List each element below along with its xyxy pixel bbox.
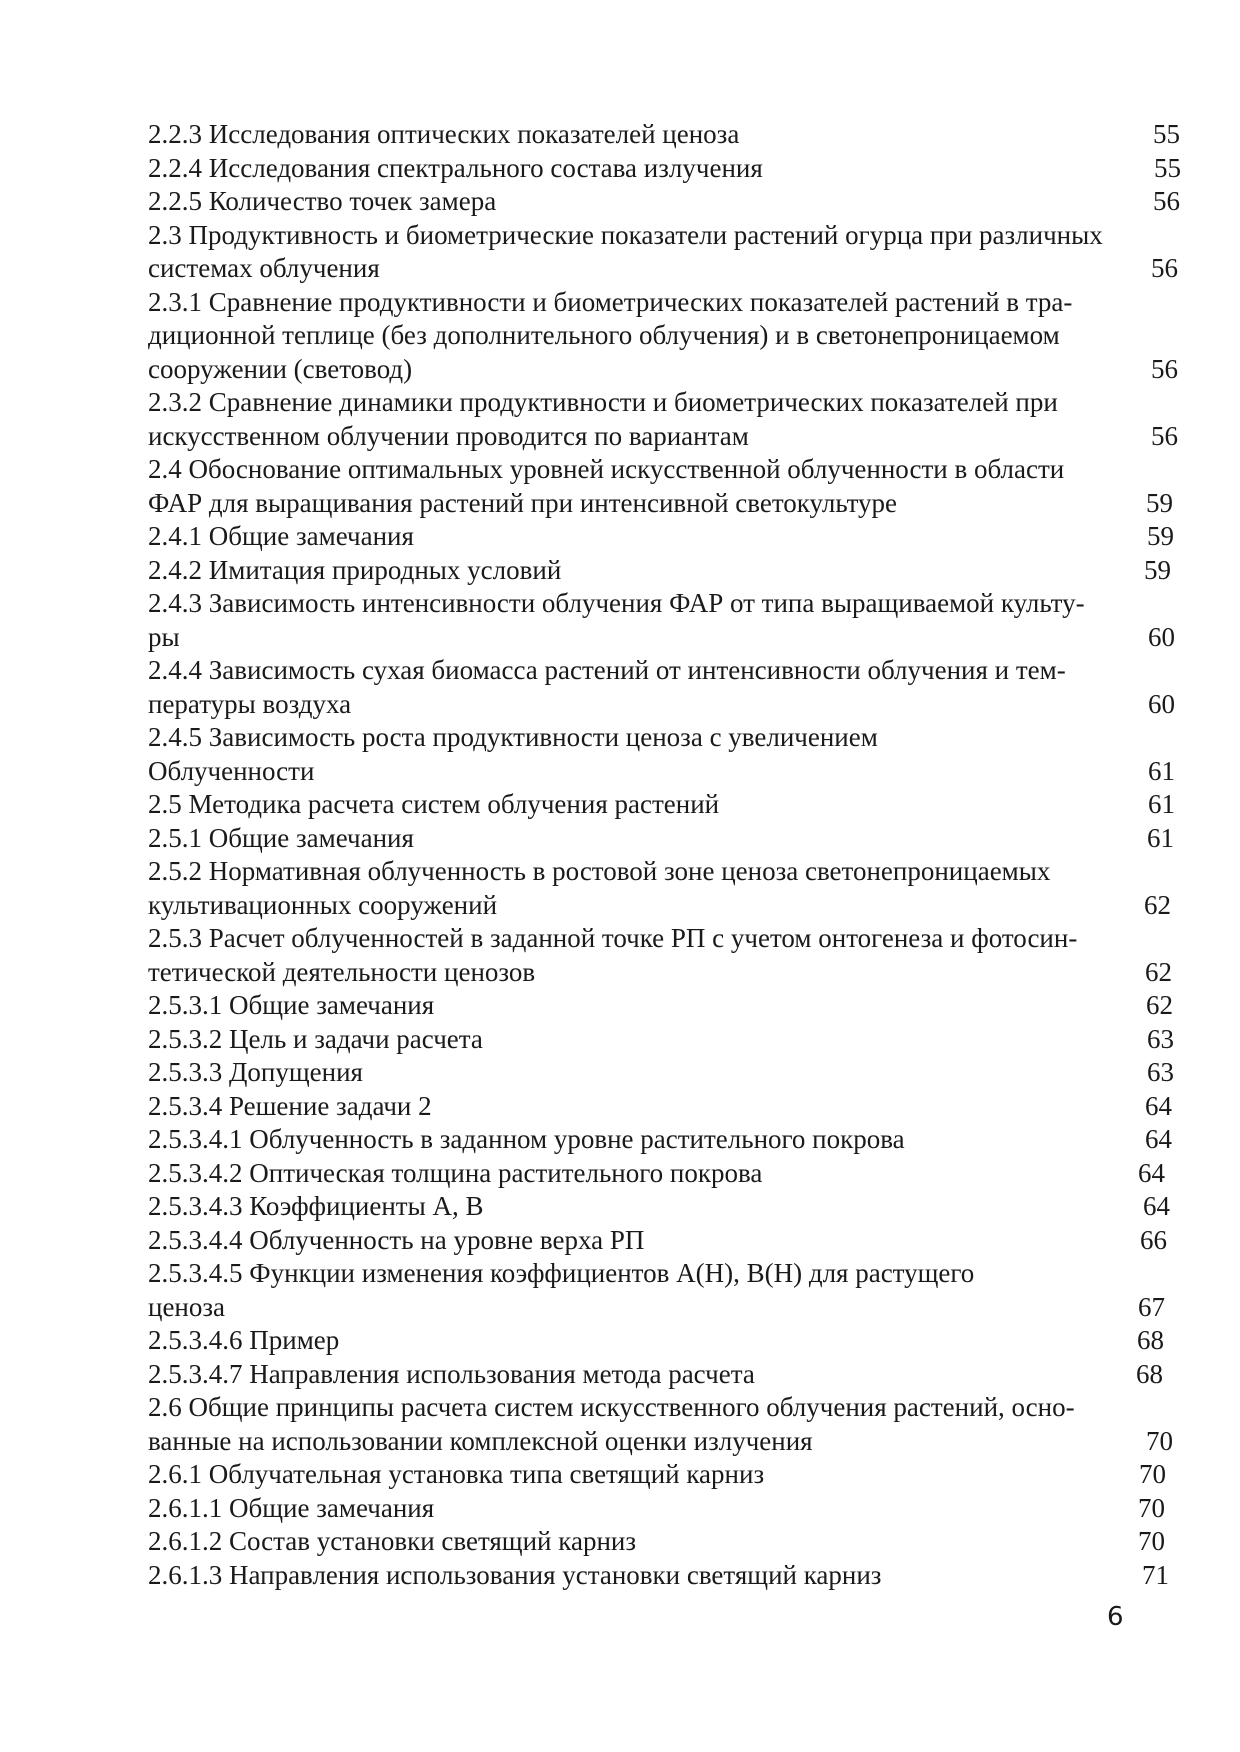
toc-entry-page: 56 — [1151, 420, 1178, 451]
toc-entry-page: 61 — [1147, 822, 1174, 853]
toc-entry-page: 70 — [1146, 1425, 1173, 1456]
toc-entry-page: 61 — [1148, 789, 1175, 819]
toc-entry-page: 59 — [1146, 487, 1173, 518]
toc-entry-title: 2.5.3.4.4 Облученность на уровне верха РП — [148, 1224, 645, 1255]
toc-entry-title: 2.5.3.4.5 Функции изменения коэффициентов А(Н), В(Н) для растущего — [148, 1258, 975, 1288]
toc-entry-line — [148, 1391, 1178, 1425]
toc-entry-line — [148, 989, 1178, 1023]
toc-entry-title: Облученности — [148, 755, 315, 786]
toc-entry-title: 2.6.1.2 Состав установки светящий карниз — [148, 1526, 637, 1556]
toc-entry-page: 64 — [1145, 1124, 1172, 1154]
toc-entry-line — [148, 386, 1178, 420]
toc-entry-line — [148, 1458, 1178, 1492]
toc-entry-line — [148, 1224, 1178, 1258]
toc-entry-title: 2.5.3.1 Общие замечания — [148, 990, 435, 1020]
toc-entry-line — [148, 621, 1178, 655]
toc-entry-line — [148, 1157, 1178, 1191]
toc-entry-page: 64 — [1138, 1157, 1165, 1188]
toc-entry-line — [148, 822, 1178, 856]
toc-entry-title: ценоза — [148, 1291, 226, 1322]
toc-entry-page: 56 — [1151, 253, 1178, 283]
toc-entry-page: 55 — [1154, 152, 1181, 183]
toc-entry-title: пературы воздуха — [148, 688, 352, 719]
toc-entry-line — [148, 1056, 1178, 1090]
toc-entry-line — [148, 1492, 1178, 1526]
toc-entry-page: 62 — [1145, 956, 1172, 987]
toc-entry-line — [148, 453, 1178, 487]
toc-entry-page: 62 — [1144, 889, 1171, 920]
toc-entry-title: 2.5.3.4.3 Коэффициенты А, В — [148, 1191, 484, 1221]
toc-entry-page: 59 — [1144, 554, 1171, 585]
toc-entry-title: 2.2.4 Исследования спектрального состава излучения — [148, 152, 763, 183]
toc-entry-line — [148, 956, 1178, 990]
toc-entry-line — [148, 855, 1178, 889]
toc-entry-title: культивационных сооружений — [148, 889, 498, 920]
toc-entry-title: диционной теплице (без дополнительного облучения) и в светонепроницаемом — [148, 320, 1060, 350]
toc-entry-title: ры — [148, 621, 180, 652]
toc-entry-title: 2.5 Методика расчета систем облучения растений — [148, 789, 720, 819]
page-number: 6 — [1107, 1602, 1124, 1632]
toc-entry-title: искусственном облучении проводится по вариантам — [148, 420, 749, 451]
toc-entry-title: 2.4.2 Имитация природных условий — [148, 554, 562, 585]
toc-entry-title: 2.3.2 Сравнение динамики продуктивности и биометрических показателей при — [148, 387, 1058, 417]
toc-entry-line — [148, 152, 1181, 186]
toc-entry-title: 2.5.3.4.6 Пример — [148, 1325, 340, 1355]
toc-entry-line — [148, 118, 1178, 152]
toc-entry-title: ФАР для выращивания растений при интенсивной светокультуре — [148, 487, 898, 518]
toc-entry-page: 61 — [1148, 755, 1175, 786]
toc-entry-title: сооружении (световод) — [148, 353, 413, 384]
toc-entry-title: 2.4.5 Зависимость роста продуктивности ценоза с увеличением — [148, 722, 878, 752]
toc-entry-title: 2.5.3 Расчет облученностей в заданной точке РП с учетом онтогенеза и фотосин- — [148, 923, 1078, 953]
toc-entry-line — [148, 1425, 1178, 1459]
toc-entry-line — [148, 688, 1178, 722]
toc-entry-page: 63 — [1147, 1057, 1174, 1087]
toc-entry-line — [148, 252, 1178, 286]
toc-entry-line — [148, 1324, 1178, 1358]
toc-entry-title: 2.5.1 Общие замечания — [148, 822, 414, 853]
toc-entry-page: 70 — [1138, 1526, 1165, 1556]
toc-entry-title: 2.5.3.4 Решение задачи 2 — [148, 1090, 432, 1121]
toc-entry-page: 67 — [1138, 1291, 1165, 1322]
toc-entry-line — [148, 922, 1178, 956]
toc-entry-title: 2.5.3.4.1 Облученность в заданном уровне растительного покрова — [148, 1124, 905, 1154]
toc-entry-title: 2.6.1 Облучательная установка типа светящий карниз — [148, 1459, 765, 1489]
toc-entry-page: 71 — [1142, 1559, 1169, 1590]
toc-entry-line — [148, 219, 1178, 253]
toc-entry-title: системах облучения — [148, 253, 380, 283]
toc-entry-line — [148, 1525, 1178, 1559]
toc-entry-title: 2.3 Продуктивность и биометрические показатели растений огурца при различных — [148, 219, 1103, 250]
toc-entry-title: 2.5.3.3 Допущения — [148, 1057, 363, 1087]
toc-entry-title: 2.6.1.3 Направления использования установки светящий карниз — [148, 1559, 882, 1590]
toc-entry-title: 2.5.3.2 Цель и задачи расчета — [148, 1023, 483, 1054]
toc-entry-title: ванные на использовании комплексной оценки излучения — [148, 1425, 813, 1456]
toc-entry-title: 2.4 Обоснование оптимальных уровней искусственной облученности в области — [148, 454, 1065, 484]
toc-entry-line — [148, 654, 1178, 688]
toc-entry-page: 64 — [1145, 1090, 1172, 1121]
toc-entry-page: 56 — [1153, 186, 1180, 216]
toc-entry-page: 70 — [1139, 1459, 1166, 1489]
toc-entry-page: 62 — [1146, 990, 1173, 1020]
toc-entry-line — [148, 755, 1178, 789]
toc-entry-title: 2.3.1 Сравнение продуктивности и биометрических показателей растений в тра- — [148, 286, 1073, 317]
toc-entry-title: 2.4.4 Зависимость сухая биомасса растений от интенсивности облучения и тем- — [148, 655, 1066, 685]
toc-entry-page: 66 — [1140, 1224, 1167, 1255]
toc-entry-line — [148, 1123, 1178, 1157]
toc-entry-title: 2.2.5 Количество точек замера — [148, 186, 497, 216]
toc-entry-line — [148, 554, 1178, 588]
toc-entry-line — [148, 319, 1178, 353]
toc-entry-page: 55 — [1153, 119, 1180, 149]
toc-entry-line — [148, 1358, 1178, 1392]
toc-entry-line — [148, 721, 1178, 755]
toc-entry-line — [148, 1023, 1178, 1057]
toc-entry-title: 2.2.3 Исследования оптических показателей ценоза — [148, 119, 740, 149]
toc-entry-line — [148, 889, 1178, 923]
toc-entry-line — [148, 185, 1178, 219]
toc-entry-title: 2.6.1.1 Общие замечания — [148, 1492, 435, 1523]
toc-entry-page: 64 — [1143, 1191, 1170, 1221]
toc-entry-page: 59 — [1147, 521, 1174, 551]
toc-entry-line — [148, 587, 1178, 621]
toc-entry-page: 68 — [1136, 1358, 1163, 1389]
toc-entry-page: 56 — [1151, 353, 1178, 384]
toc-entry-line — [148, 1559, 1178, 1593]
toc-entry-page: 68 — [1137, 1325, 1164, 1355]
toc-entry-title: 2.5.3.4.7 Направления использования метода расчета — [148, 1358, 755, 1389]
toc-entry-title: 2.4.1 Общие замечания — [148, 521, 414, 551]
toc-entry-line — [148, 420, 1178, 454]
toc-entry-line — [148, 353, 1178, 387]
toc-entry-line — [148, 286, 1178, 320]
toc-entry-line — [148, 1291, 1178, 1325]
toc-entry-page: 60 — [1148, 621, 1175, 652]
toc-entry-page: 63 — [1147, 1023, 1174, 1054]
toc-entry-line — [148, 1190, 1178, 1224]
toc-entry-line — [148, 1090, 1178, 1124]
toc-entry-line — [148, 788, 1178, 822]
table-of-contents — [148, 118, 1181, 1592]
toc-entry-title: 2.5.2 Нормативная облученность в ростовой зоне ценоза светонепроницаемых — [148, 856, 1051, 886]
toc-entry-line — [148, 520, 1178, 554]
toc-entry-title: 2.5.3.4.2 Оптическая толщина растительного покрова — [148, 1157, 763, 1188]
toc-entry-page: 70 — [1138, 1492, 1165, 1523]
toc-entry-title: 2.4.3 Зависимость интенсивности облучения ФАР от типа выращиваемой культу- — [148, 588, 1085, 618]
toc-entry-line — [148, 487, 1178, 521]
toc-entry-title: 2.6 Общие принципы расчета систем искусственного облучения растений, осно- — [148, 1392, 1075, 1422]
toc-entry-line — [148, 1257, 1178, 1291]
toc-entry-page: 60 — [1148, 688, 1175, 719]
toc-entry-title: тетической деятельности ценозов — [148, 956, 536, 987]
